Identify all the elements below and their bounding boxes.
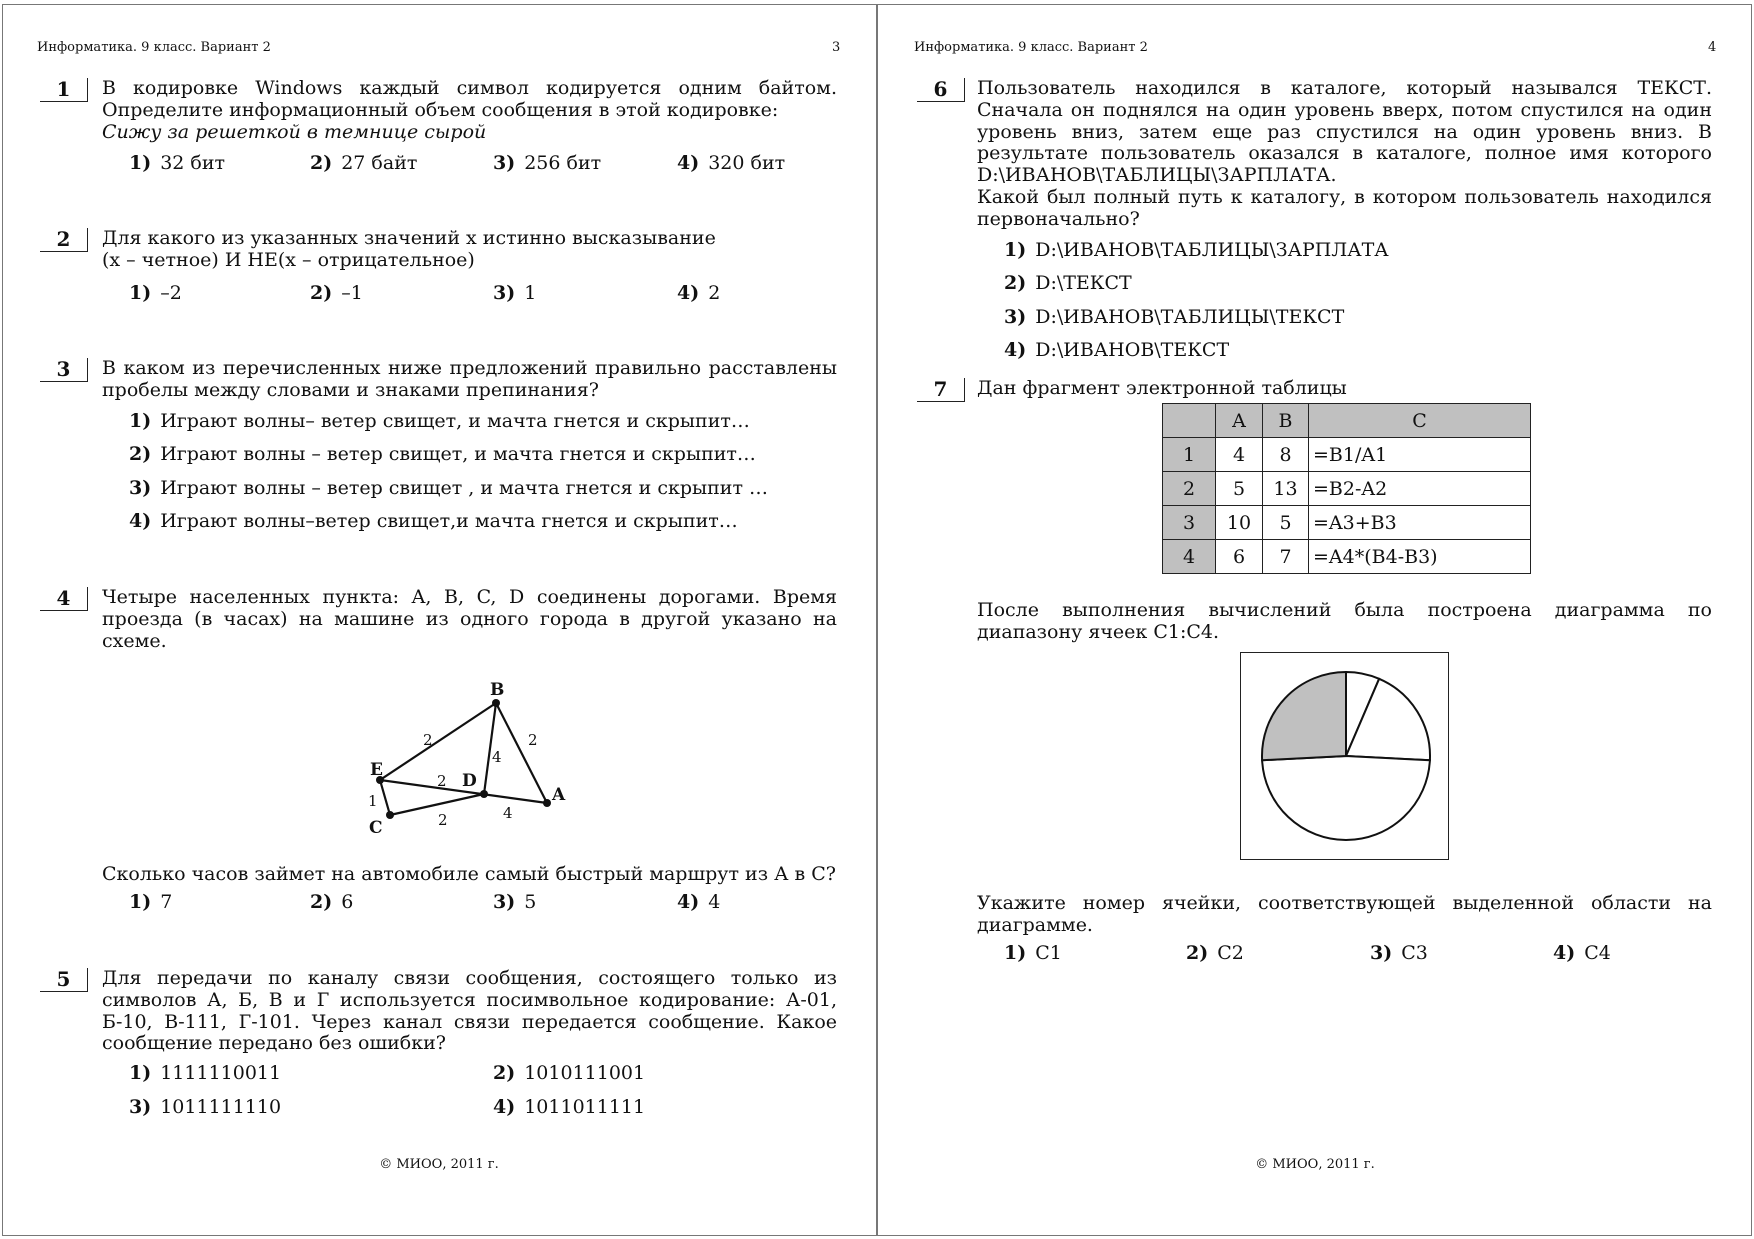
question-text: Дан фрагмент электронной таблицы xyxy=(977,377,1347,399)
node-d xyxy=(480,790,488,798)
answer-option xyxy=(1004,272,1132,294)
q4-question: Сколько часов займет на автомобиле самый быстрый маршрут из А в С? xyxy=(102,863,836,885)
cell-a: 4 xyxy=(1216,438,1263,472)
node-label: E xyxy=(370,760,383,780)
option-number: 1) xyxy=(129,1062,152,1084)
option-text: 27 байт xyxy=(341,152,418,174)
page-header-right: Информатика. 9 класс. Вариант 2 xyxy=(914,40,1148,55)
option-number: 1) xyxy=(1004,239,1027,261)
option-text: 2 xyxy=(708,282,721,304)
question-text: Для передачи по каналу связи сообщения, состоящего только из символов А, Б, В и Г используется посимвольное кодирование: А-01, Б-10, В-111, Г-101. Через канал связи передается сообщение. Какое сообщение передано без ошибки? xyxy=(102,967,837,1055)
option-number: 3) xyxy=(493,891,516,913)
option-text: Играют волны – ветер свищет , и мачта гнется и скрыпит … xyxy=(160,477,769,499)
question-text xyxy=(977,78,1712,231)
option-text: 1011111110 xyxy=(160,1096,282,1118)
option-text: 5 xyxy=(524,891,537,913)
answer-option xyxy=(1553,942,1611,964)
option-number: 4) xyxy=(677,891,700,913)
pie-slice-c3 xyxy=(1262,756,1430,840)
node-a xyxy=(543,799,551,807)
answer-option xyxy=(129,891,172,913)
pie-slice-c2 xyxy=(1262,672,1346,760)
edge-b-a xyxy=(496,703,547,803)
option-text: C2 xyxy=(1217,942,1244,964)
q7-question: Укажите номер ячейки, соответствующей выделенной области на диаграмме. xyxy=(977,892,1712,936)
option-text: 1011011111 xyxy=(524,1096,646,1118)
edge-weight: 4 xyxy=(492,748,502,766)
option-text: Играют волны – ветер свищет, и мачта гнется и скрыпит… xyxy=(160,443,756,465)
node-c xyxy=(386,811,394,819)
table-row xyxy=(1163,472,1531,506)
option-number: 1) xyxy=(129,410,152,432)
option-number: 4) xyxy=(1004,339,1027,361)
option-text: Играют волны– ветер свищет, и мачта гнется и скрыпит… xyxy=(160,410,750,432)
option-number: 2) xyxy=(1004,272,1027,294)
edge-weight: 2 xyxy=(438,811,448,829)
option-number: 2) xyxy=(493,1062,516,1084)
row-header: 1 xyxy=(1163,438,1216,472)
option-number: 1) xyxy=(129,891,152,913)
answer-option xyxy=(1004,942,1062,964)
row-header: 3 xyxy=(1163,506,1216,540)
edge-weight: 2 xyxy=(528,731,538,749)
cell-b: 13 xyxy=(1263,472,1309,506)
q2-line1: Для какого из указанных значений х истинно высказывание xyxy=(102,227,716,249)
option-number: 3) xyxy=(493,152,516,174)
q1-text: В кодировке Windows каждый символ кодируется одним байтом. Определите информационный объем сообщения в этой кодировке: xyxy=(102,77,837,121)
option-text: D:\ИВАНОВ\ТАБЛИЦЫ\ЗАРПЛАТА xyxy=(1035,239,1389,261)
edge-weight: 1 xyxy=(368,792,378,810)
option-number: 4) xyxy=(129,510,152,532)
edge-c-d xyxy=(390,794,484,815)
column-header: A xyxy=(1216,404,1263,438)
row-header: 2 xyxy=(1163,472,1216,506)
answer-option xyxy=(1004,239,1389,261)
answer-option xyxy=(493,891,536,913)
node-label: D xyxy=(462,771,477,791)
option-number: 3) xyxy=(493,282,516,304)
option-number: 3) xyxy=(129,477,152,499)
cell-b: 5 xyxy=(1263,506,1309,540)
answer-option xyxy=(677,891,720,913)
cell-c: =A4*(B4-B3) xyxy=(1309,540,1531,574)
option-number: 4) xyxy=(677,152,700,174)
option-number: 2) xyxy=(310,891,333,913)
page-number-right: 4 xyxy=(1708,40,1717,55)
column-header: C xyxy=(1309,404,1531,438)
answer-option xyxy=(1004,339,1229,361)
table-row xyxy=(1163,506,1531,540)
footer-copyright: © МИОО, 2011 г. xyxy=(379,1157,499,1172)
question-number: 6 xyxy=(917,78,965,102)
q6-question: Какой был полный путь к каталогу, в котором пользователь находился первоначально? xyxy=(977,185,1712,230)
q6-text: Пользователь находился в каталоге, который назывался ТЕКСТ. Сначала он поднялся на один уровень вверх, потом спустился на один уровень вниз, затем еще раз спустился на один уровень вниз. В результате пользователь оказался в каталоге, полное имя которого D:\ИВАНОВ\ТАБЛИЦЫ\ЗАРПЛАТА. xyxy=(977,77,1712,187)
option-text: 1010111001 xyxy=(524,1062,646,1084)
pie-chart xyxy=(1240,652,1449,860)
option-text: C3 xyxy=(1401,942,1428,964)
row-header: 4 xyxy=(1163,540,1216,574)
answer-option xyxy=(1004,306,1344,328)
option-text: 1 xyxy=(524,282,537,304)
option-text: C1 xyxy=(1035,942,1062,964)
option-text: 7 xyxy=(160,891,173,913)
q2-line2: (х – четное) И НЕ(х – отрицательное) xyxy=(102,248,475,271)
table-row xyxy=(1163,438,1531,472)
option-text: D:\ИВАНОВ\ТАБЛИЦЫ\ТЕКСТ xyxy=(1035,306,1345,328)
node-label: A xyxy=(552,785,566,805)
corner-cell xyxy=(1163,404,1216,438)
question-text: Четыре населенных пункта: A, B, C, D соединены дорогами. Время проезда (в часах) на машине из одного города в другой указано на схеме. xyxy=(102,586,837,652)
edge-e-b xyxy=(380,703,496,780)
option-text: D:\ИВАНОВ\ТЕКСТ xyxy=(1035,339,1230,361)
edge-weight: 4 xyxy=(503,804,513,822)
option-text: Играют волны–ветер свищет,и мачта гнется и скрыпит… xyxy=(160,510,738,532)
option-text: 256 бит xyxy=(524,152,602,174)
cell-a: 5 xyxy=(1216,472,1263,506)
option-number: 3) xyxy=(1370,942,1393,964)
option-text: 320 бит xyxy=(708,152,786,174)
option-number: 2) xyxy=(129,443,152,465)
table-row xyxy=(1163,540,1531,574)
option-text: 32 бит xyxy=(160,152,226,174)
question-number: 3 xyxy=(40,358,88,382)
node-label: C xyxy=(369,818,383,838)
option-text: D:\ТЕКСТ xyxy=(1035,272,1132,294)
spreadsheet-fragment xyxy=(1162,403,1531,574)
edge-e-c xyxy=(380,780,390,815)
option-text: –1 xyxy=(341,282,363,304)
question-text: В каком из перечисленных ниже предложений правильно расставлены пробелы между словами и знаками препинания? xyxy=(102,357,837,401)
node-b xyxy=(492,699,500,707)
option-number: 4) xyxy=(1553,942,1576,964)
question-number: 4 xyxy=(40,587,88,611)
cell-b: 7 xyxy=(1263,540,1309,574)
cell-c: =A3+B3 xyxy=(1309,506,1531,540)
option-number: 2) xyxy=(310,282,333,304)
option-number: 1) xyxy=(129,282,152,304)
column-header: B xyxy=(1263,404,1309,438)
option-number: 3) xyxy=(129,1096,152,1118)
edge-weight: 2 xyxy=(423,731,433,749)
table-header-row xyxy=(1163,404,1531,438)
answer-option xyxy=(1186,942,1244,964)
option-text: 4 xyxy=(708,891,721,913)
cell-a: 6 xyxy=(1216,540,1263,574)
answer-option xyxy=(1370,942,1428,964)
answer-option xyxy=(493,1096,645,1118)
cell-b: 8 xyxy=(1263,438,1309,472)
option-number: 4) xyxy=(493,1096,516,1118)
option-number: 1) xyxy=(129,152,152,174)
page-header-left: Информатика. 9 класс. Вариант 2 xyxy=(37,40,271,55)
answer-option xyxy=(493,1062,645,1084)
cell-c: =B2-A2 xyxy=(1309,472,1531,506)
question-number: 7 xyxy=(917,378,965,402)
edge-weight: 2 xyxy=(437,772,447,790)
page-number-left: 3 xyxy=(832,40,841,55)
option-number: 1) xyxy=(1004,942,1027,964)
option-text: –2 xyxy=(160,282,182,304)
option-text: 6 xyxy=(341,891,354,913)
answer-option xyxy=(310,891,353,913)
option-number: 4) xyxy=(677,282,700,304)
answer-option xyxy=(129,1096,281,1118)
question-number: 5 xyxy=(40,968,88,992)
question-number: 2 xyxy=(40,228,88,252)
footer-copyright: © МИОО, 2011 г. xyxy=(1255,1157,1375,1172)
option-text: C4 xyxy=(1584,942,1611,964)
cell-a: 10 xyxy=(1216,506,1263,540)
option-number: 2) xyxy=(1186,942,1209,964)
option-number: 2) xyxy=(310,152,333,174)
question-number: 1 xyxy=(40,78,88,102)
option-number: 3) xyxy=(1004,306,1027,328)
option-text: 1111110011 xyxy=(160,1062,282,1084)
node-label: B xyxy=(490,680,505,700)
cell-c: =B1/A1 xyxy=(1309,438,1531,472)
answer-option xyxy=(129,1062,281,1084)
q1-quote: Сижу за решеткой в темнице сырой xyxy=(102,120,487,143)
q7-after-text: После выполнения вычислений была построена диаграмма по диапазону ячеек C1:C4. xyxy=(977,599,1712,643)
